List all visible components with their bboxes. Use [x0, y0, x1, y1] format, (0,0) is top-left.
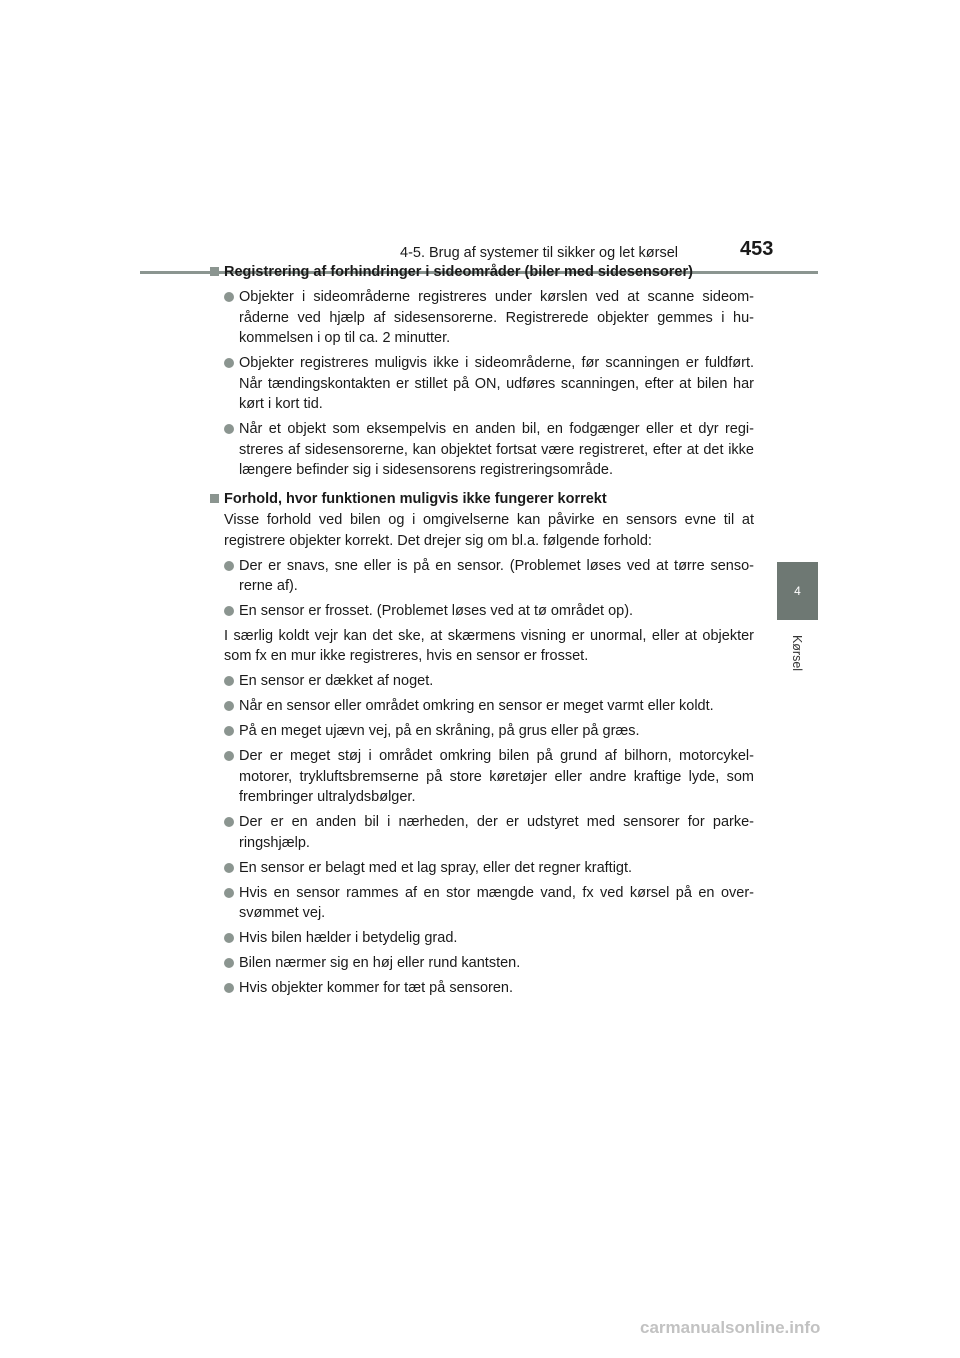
- chapter-number: 4: [794, 584, 801, 598]
- round-bullet-icon: [224, 863, 234, 873]
- round-bullet-icon: [224, 424, 234, 434]
- section-heading-text: Registrering af forhindringer i sideområder (biler med sidesensorer): [224, 264, 693, 280]
- list-item-text: Hvis objekter kommer for tæt på sensoren.: [239, 980, 513, 996]
- list-item-text: På en meget ujævn vej, på en skråning, på grus eller på græs.: [239, 723, 640, 739]
- chapter-label-text: Kørsel: [790, 634, 804, 672]
- header-section-title: 4-5. Brug af systemer til sikker og let kørsel: [400, 245, 678, 261]
- list-item-text: Der er en anden bil i nærheden, der er udstyret med sensorer for parkeringshjælp.: [239, 814, 754, 851]
- list-item: [210, 353, 754, 415]
- round-bullet-icon: [224, 983, 234, 993]
- list-item-text: Når en sensor eller området omkring en sensor er meget varmt eller koldt.: [239, 698, 714, 714]
- list-item: [210, 556, 754, 597]
- list-item: [210, 671, 754, 692]
- list-item: [210, 883, 754, 924]
- round-bullet-icon: [224, 358, 234, 368]
- list-item: [210, 721, 754, 742]
- round-bullet-icon: [224, 817, 234, 827]
- list-item-text: Der er meget støj i området omkring bilen på grund af bilhorn, motorcykelmotorer, trykluftsbremserne på store køretøjer eller andre kraftige lyde, som frembringer ultralydsbølger.: [239, 748, 754, 805]
- list-item-text: En sensor er frosset. (Problemet løses ved at tø området op).: [239, 603, 634, 619]
- list-item-text: Bilen nærmer sig en høj eller rund kantsten.: [239, 955, 521, 971]
- round-bullet-icon: [224, 561, 234, 571]
- round-bullet-icon: [224, 676, 234, 686]
- page-content: [210, 254, 754, 999]
- list-item-text: Objekter registreres muligvis ikke i sideområderne, før scanningen er fuldført. Når tændingskontakten er stillet på ON, udføres scanningen, efter at bilen har kørt i kort tid.: [239, 355, 754, 412]
- list-item: [210, 746, 754, 808]
- round-bullet-icon: [224, 292, 234, 302]
- list-item-text: Hvis en sensor rammes af en stor mængde vand, fx ved kørsel på en oversvømmet vej.: [239, 884, 754, 921]
- note-paragraph: I særlig koldt vejr kan det ske, at skærmens visning er unormal, eller at objekter som fx en mur ikke registreres, hvis en sensor er frosset.: [224, 627, 754, 664]
- list-item-text: En sensor er dækket af noget.: [239, 673, 434, 689]
- round-bullet-icon: [224, 606, 234, 616]
- list-item: [210, 978, 754, 999]
- chapter-label: [787, 630, 807, 676]
- section-heading-text: Forhold, hvor funktionen muligvis ikke fungerer korrekt: [224, 490, 607, 507]
- round-bullet-icon: [224, 958, 234, 968]
- list-item: [210, 928, 754, 949]
- list-item: [210, 419, 754, 481]
- round-bullet-icon: [224, 933, 234, 943]
- round-bullet-icon: [224, 888, 234, 898]
- round-bullet-icon: [224, 751, 234, 761]
- list-item: [210, 858, 754, 879]
- list-item: [210, 953, 754, 974]
- list-item: [210, 287, 754, 349]
- list-item-text: Objekter i sideområderne registreres under kørslen ved at scanne sideområderne ved hjælp af sidesensorerne. Registrerede objekter gemmes i hukommelsen i op til ca. 2 minutter.: [239, 289, 754, 346]
- page-number: 453: [740, 238, 774, 260]
- section-heading: [210, 262, 754, 283]
- square-bullet-icon: [210, 267, 219, 276]
- list-item-text: Når et objekt som eksempelvis en anden bil, en fodgænger eller et dyr registreres af sidesensorerne, kan objektet fortsat være registreret, efter at det ikke længere befinder sig i sidesensorens registreringsområde.: [239, 421, 754, 478]
- round-bullet-icon: [224, 726, 234, 736]
- list-item-text: Hvis bilen hælder i betydelig grad.: [239, 930, 458, 946]
- list-item: [210, 812, 754, 853]
- round-bullet-icon: [224, 701, 234, 711]
- watermark: carmanualsonline.info: [640, 1318, 821, 1337]
- list-item-text: Der er snavs, sne eller is på en sensor. (Problemet løses ved at tørre sensorerne af).: [239, 557, 754, 594]
- intro-paragraph: Visse forhold ved bilen og i omgivelserne kan påvirke en sensors evne til at registrere objekter korrekt. Det drejer sig om bl.a. følgende forhold:: [224, 512, 754, 549]
- list-item: [210, 696, 754, 717]
- list-item-text: En sensor er belagt med et lag spray, eller det regner kraftigt.: [239, 859, 633, 876]
- square-bullet-icon: [210, 494, 219, 503]
- list-item: [210, 601, 754, 622]
- chapter-tab: [777, 562, 818, 620]
- section-heading: [210, 489, 754, 510]
